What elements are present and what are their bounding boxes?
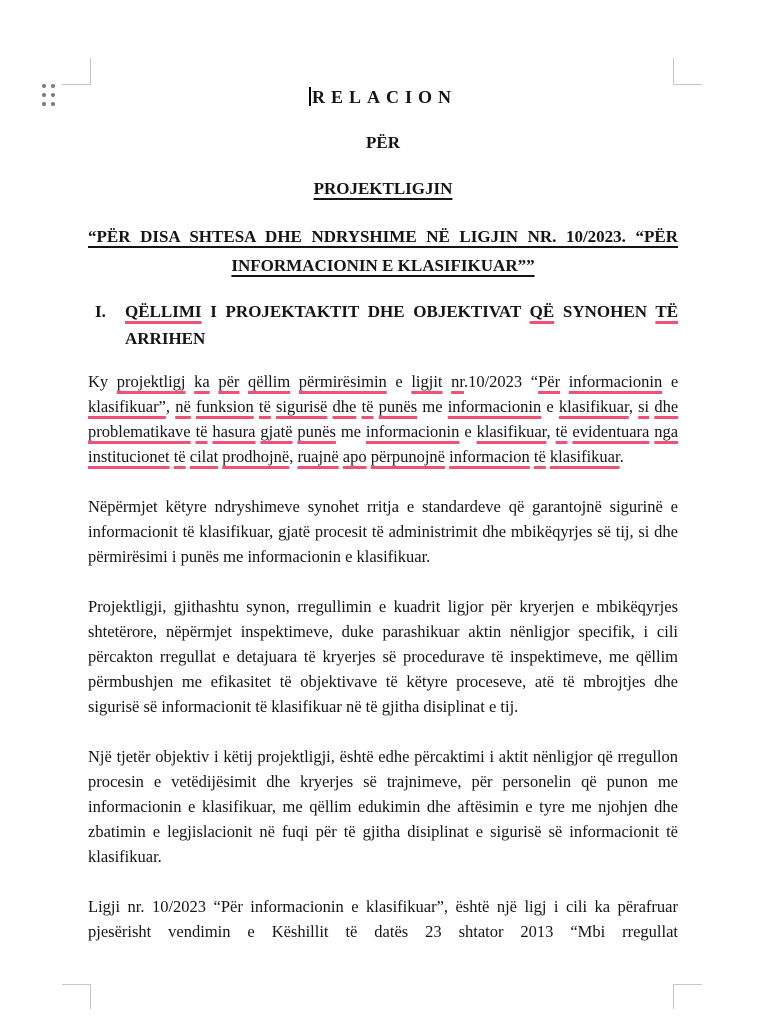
text-cursor-caret [309,87,311,106]
misspelled-word: qëllim [248,372,291,391]
paragraph-3[interactable]: Projektligji, gjithashtu synon, rregullimin e kuadrit ligjor për kryerjen e mbikëqyrjes shtetërore, nëpërmjet inspektimeve, duke parashikuar aktin nënligjor specifik, i cili përcakton rregullat e detajuara të kryerjes së procedurave të inspektimeve, me qëllim përmbushjen me efikasitet të objektivave të këtyre proceseve, atë të mbrojtjes dhe sigurisë së informacionit të klasifikuar në të gjitha disiplinat e tij. [88,597,678,716]
paragraph-5[interactable]: Ligji nr. 10/2023 “Për informacionin e klasifikuar”, është një ligj i cili ka përafruar pjesërisht vendimin e Këshillit të datës 23 shtator 2013 “Mbi rregullat [88,897,678,941]
misspelled-word: të [555,422,568,441]
document-subtitle-2[interactable]: PROJEKTLIGJIN [313,179,453,198]
misspelled-word: prodhojnë [222,447,290,466]
paragraph-4[interactable]: Një tjetër objektiv i këtij projektligji, është edhe përcaktimi i aktit nënligjor që rregullon procesin e vetëdijësimit dhe kryerjes së trajnimeve, për personelin që punon me informacionin e klasifikuar, me qëllim edukimin dhe aftësimin e tyre me njohjen dhe zbatimin e legjislacionit në fuqi për të gjitha disiplinat e sigurisë së informacionit të klasifikuar. [88,747,678,866]
misspelled-word: QË [529,302,555,321]
misspelled-word: QËLLIMI [125,302,202,321]
misspelled-word: punës [378,397,418,416]
section-title [125,298,678,352]
misspelled-word: klasifikuar” [88,397,166,416]
word: . [619,447,624,466]
word: e [546,397,554,416]
word: , [628,397,633,416]
dot [42,84,46,88]
misspelled-word: përpunojnë [370,447,445,466]
word: SYNOHEN [562,302,647,321]
misspelled-word: në [175,397,191,416]
misspelled-word: informacionin [447,397,542,416]
margin-mark-bottom-right [673,984,702,1009]
misspelled-word: Për [538,372,561,391]
word: .10/2023 [463,372,523,391]
misspelled-word: klasifikuar [549,447,620,466]
misspelled-word: nr [451,372,464,391]
misspelled-word: të [258,397,271,416]
misspelled-word: klasifikuar [558,397,629,416]
misspelled-word: informacionin [568,372,663,391]
drag-handle-icon[interactable] [42,84,55,106]
misspelled-word: projektligj [116,372,186,391]
misspelled-word: informacion [449,447,530,466]
misspelled-word: ka [194,372,210,391]
section-1-heading[interactable] [88,298,678,352]
word: “ [530,372,539,391]
word: me [340,422,361,441]
margin-mark-top-right [673,58,702,85]
document-subtitle[interactable]: PËR [366,133,400,152]
word: e [464,422,472,441]
word: , [546,422,551,441]
misspelled-word: përmirësimin [298,372,387,391]
paragraph-2[interactable]: Nëpërmjet këtyre ndryshimeve synohet rritja e standardeve që garantojnë sigurinë e informacionit të klasifikuar, gjatë procesit të administrimit dhe mbikëqyrjes së tij, si dhe përmirësimi i punës me informacionin e klasifikuar. [88,497,678,566]
misspelled-word: problematikave [88,422,191,441]
word: I [210,302,217,321]
subject-heading[interactable]: “PËR DISA SHTESA DHE NDRYSHIME NË LIGJIN NR. 10/2023. “PËR INFORMACIONIN E KLASIFIKUAR”” [88,227,678,275]
misspelled-word: institucionet [88,447,170,466]
dot [51,102,55,106]
word: , [289,447,294,466]
misspelled-word: për [218,372,240,391]
misspelled-word: të [173,447,186,466]
dot [42,93,46,97]
margin-mark-top-left [62,58,91,85]
document-title-text: RELACION [311,87,457,107]
misspelled-word: nga [654,422,679,441]
document-title[interactable] [88,84,678,110]
dot [51,93,55,97]
misspelled-word: dhe [332,397,357,416]
misspelled-word: ruajnë [297,447,339,466]
misspelled-word: evidentuara [572,422,650,441]
misspelled-word: informacionin [365,422,460,441]
misspelled-word: cilat [189,447,219,466]
word: me [422,397,443,416]
word: Ky [88,372,109,391]
misspelled-word: ligjit [411,372,443,391]
misspelled-word: gjatë [260,422,293,441]
misspelled-word: klasifikuar [476,422,547,441]
misspelled-word: funksion [195,397,254,416]
word: OBJEKTIVAT [413,302,521,321]
word: e [395,372,403,391]
word: ARRIHEN [125,329,206,348]
word: PROJEKTAKTIT [225,302,360,321]
word: , [165,397,171,416]
margin-mark-bottom-left [62,984,91,1009]
misspelled-word: TË [655,302,679,321]
dot [51,84,55,88]
paragraph-1[interactable] [88,369,678,469]
misspelled-word: sigurisë [276,397,328,416]
section-number: I. [95,302,106,321]
word: DHE [367,302,405,321]
document-content [88,84,678,944]
misspelled-word: të [361,397,374,416]
misspelled-word: punës [297,422,336,441]
misspelled-word: të [195,422,208,441]
misspelled-word: të [533,447,546,466]
dot [42,102,46,106]
misspelled-word: hasura [212,422,256,441]
misspelled-word: si [638,397,650,416]
misspelled-word: dhe [654,397,679,416]
word: e [670,372,679,391]
misspelled-word: apo [342,447,367,466]
